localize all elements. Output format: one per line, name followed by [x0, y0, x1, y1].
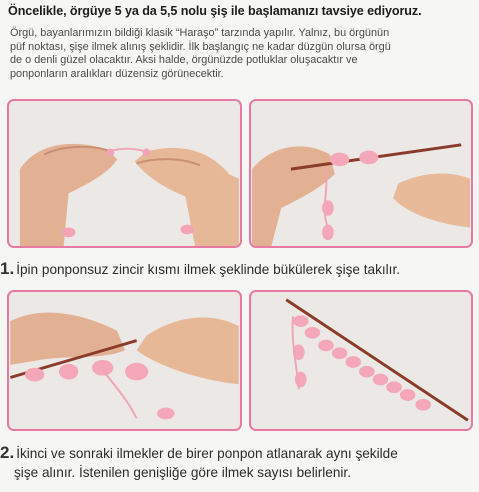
intro-line: de o denli güzel olacaktır. Aksi halde, örgünüzde potluklar oluşacaktır ve [10, 54, 358, 66]
intro-line: ponponların aralıkları düzensiz görünecektir. [10, 67, 224, 80]
step-1-caption [0, 259, 479, 279]
hands-twisting-yarn-illustration [9, 101, 240, 246]
step-text: İkinci ve sonraki ilmekler de birer ponpon atlanarak aynı şekilde [16, 446, 398, 461]
step-number: 1. [0, 259, 15, 278]
intro-paragraph [10, 27, 472, 81]
step-2-caption [0, 443, 479, 482]
yarn-on-needle-illustration [251, 101, 471, 246]
step-1-photo-a [7, 99, 242, 248]
step-2-photo-a [7, 290, 242, 431]
step-1-photo-b [249, 99, 473, 248]
intro-line: Örgü, bayanlarımızın bildiği klasik “Haraşo” tarzında yapılır. Yalnız, bu örgünün [10, 27, 390, 39]
page-headline: Öncelikle, örgüye 5 ya da 5,5 nolu şiş ile başlamanızı tavsiye ediyoruz. [8, 4, 422, 18]
intro-line: püf noktası, şişe ilmek alınış şeklidir. İlk başlangıç ne kadar düzgün olursa örgü [10, 40, 391, 53]
step-text: İpin ponponsuz zincir kısmı ilmek şeklinde bükülerek şişe takılır. [16, 262, 400, 277]
step-2-photo-b [249, 290, 473, 431]
step-text: şişe alınır. İstenilen genişliğe göre ilmek sayısı belirlenir. [14, 465, 351, 480]
step-number: 2. [0, 443, 15, 462]
loops-on-needle-illustration [251, 292, 471, 429]
hands-casting-loop-illustration [9, 292, 240, 429]
